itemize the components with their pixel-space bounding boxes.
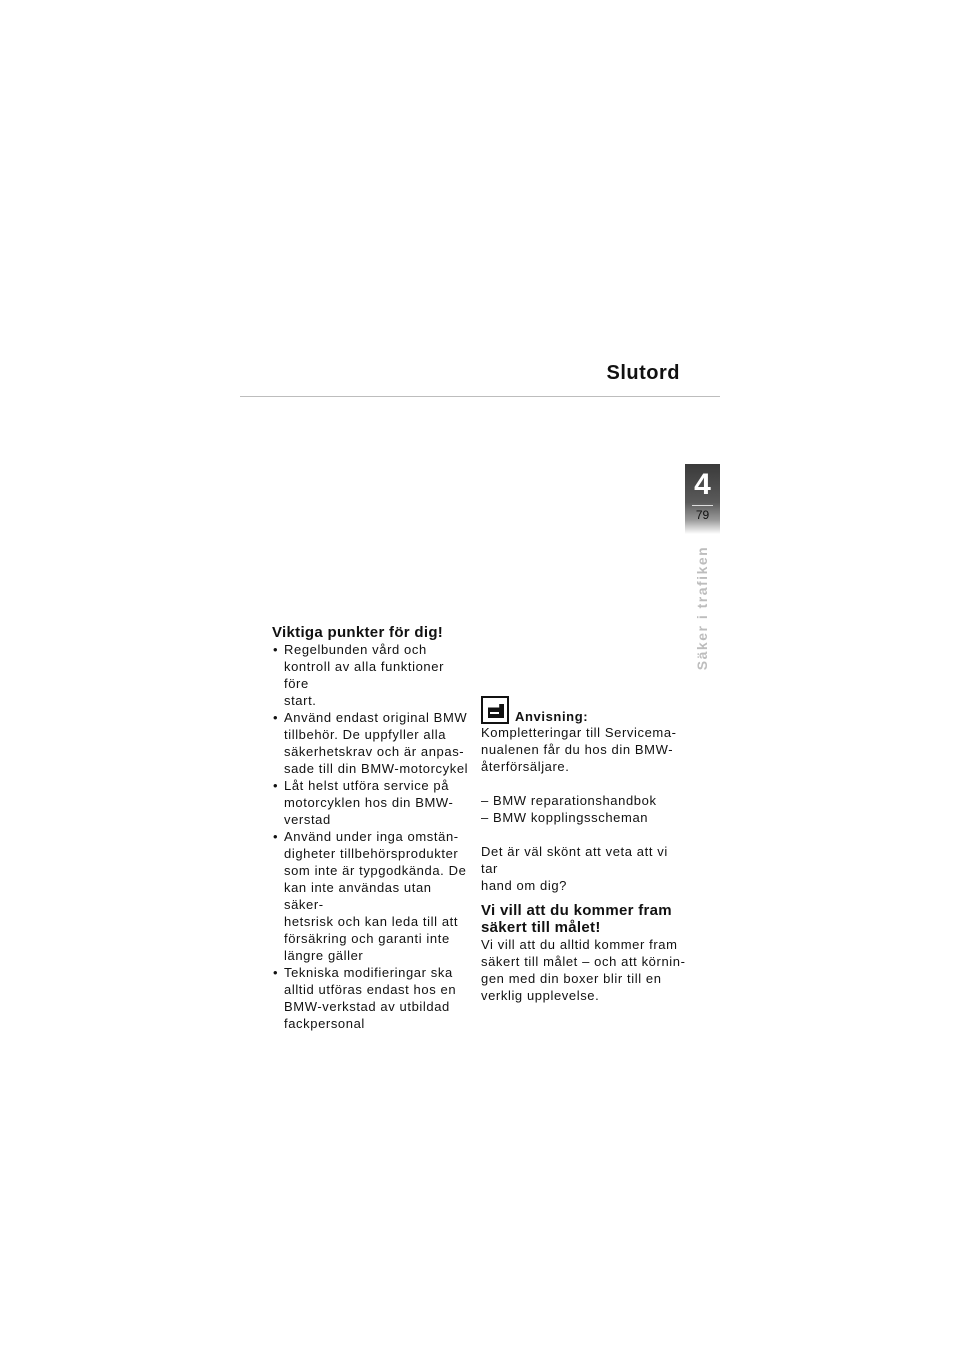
list-item bbox=[272, 641, 472, 709]
list-item-line: • Regelbunden vård och bbox=[284, 642, 427, 657]
page-number: 79 bbox=[695, 508, 710, 522]
list-item bbox=[272, 964, 472, 1032]
right-column bbox=[481, 694, 686, 1004]
final-line: verklig upplevelse. bbox=[481, 988, 600, 1003]
left-column bbox=[272, 624, 472, 1032]
list-item bbox=[272, 828, 472, 964]
note-title: Anvisning: bbox=[515, 709, 589, 724]
list-item-line: • Låt helst utföra service på bbox=[284, 778, 450, 793]
key-points-list bbox=[272, 641, 472, 1032]
note-hand-icon bbox=[481, 696, 509, 724]
manuals-list bbox=[481, 792, 686, 826]
list-item bbox=[272, 709, 472, 777]
list-item-line: alltid utföras endast hos en bbox=[284, 982, 457, 997]
list-item-line: • Använd under inga omstän- bbox=[284, 829, 459, 844]
list-item-line: digheter tillbehörsprodukter bbox=[284, 846, 459, 861]
note-line: Kompletteringar till Servicema- bbox=[481, 725, 677, 740]
note-text bbox=[481, 724, 686, 775]
list-item-line: verstad bbox=[284, 812, 331, 827]
right-heading-line: Vi vill att du kommer fram bbox=[481, 902, 672, 919]
final-line: Vi vill att du alltid kommer fram bbox=[481, 937, 678, 952]
note-line: nualenen får du hos din BMW- bbox=[481, 742, 674, 757]
header-divider bbox=[240, 396, 720, 397]
section-side-label: Säker i trafiken bbox=[694, 545, 710, 671]
list-item-line: BMW-verkstad av utbildad bbox=[284, 999, 450, 1014]
final-line: gen med din boxer blir till en bbox=[481, 971, 662, 986]
chapter-number: 4 bbox=[694, 468, 711, 501]
right-heading-line: säkert till målet! bbox=[481, 919, 601, 936]
list-item-line: kontroll av alla funktioner före bbox=[284, 659, 444, 691]
list-item-line: kan inte användas utan säker- bbox=[284, 880, 432, 912]
list-item-line: sade till din BMW-motorcykel bbox=[284, 761, 469, 776]
list-item-line: försäkring och garanti inte bbox=[284, 931, 450, 946]
final-text bbox=[481, 936, 686, 1004]
note-line: återförsäljare. bbox=[481, 759, 570, 774]
right-heading bbox=[481, 902, 686, 936]
left-heading: Viktiga punkter för dig! bbox=[272, 624, 444, 641]
manual-item: – BMW reparationshandbok bbox=[481, 793, 657, 808]
list-item-line: • Tekniska modifieringar ska bbox=[284, 965, 453, 980]
list-item-line: längre gäller bbox=[284, 948, 364, 963]
note-header bbox=[481, 694, 686, 724]
list-item-line: start. bbox=[284, 693, 317, 708]
final-line: säkert till målet – och att körnin- bbox=[481, 954, 686, 969]
list-item-line: tillbehör. De uppfyller alla bbox=[284, 727, 447, 742]
list-item bbox=[272, 777, 472, 828]
chapter-tab-divider bbox=[692, 505, 713, 506]
closing-line: Det är väl skönt att veta att vi tar bbox=[481, 844, 668, 876]
chapter-tab bbox=[685, 464, 720, 534]
page-title: Slutord bbox=[606, 362, 680, 384]
list-item-line: hetsrisk och kan leda till att bbox=[284, 914, 459, 929]
list-item-line: fackpersonal bbox=[284, 1016, 365, 1031]
closing-text bbox=[481, 843, 686, 894]
list-item-line: motorcyklen hos din BMW- bbox=[284, 795, 454, 810]
closing-line: hand om dig? bbox=[481, 878, 567, 893]
list-item-line: säkerhetskrav och är anpas- bbox=[284, 744, 465, 759]
list-item-line: som inte är typgodkända. De bbox=[284, 863, 467, 878]
list-item-line: • Använd endast original BMW bbox=[284, 710, 468, 725]
manual-item: – BMW kopplingsscheman bbox=[481, 810, 649, 825]
